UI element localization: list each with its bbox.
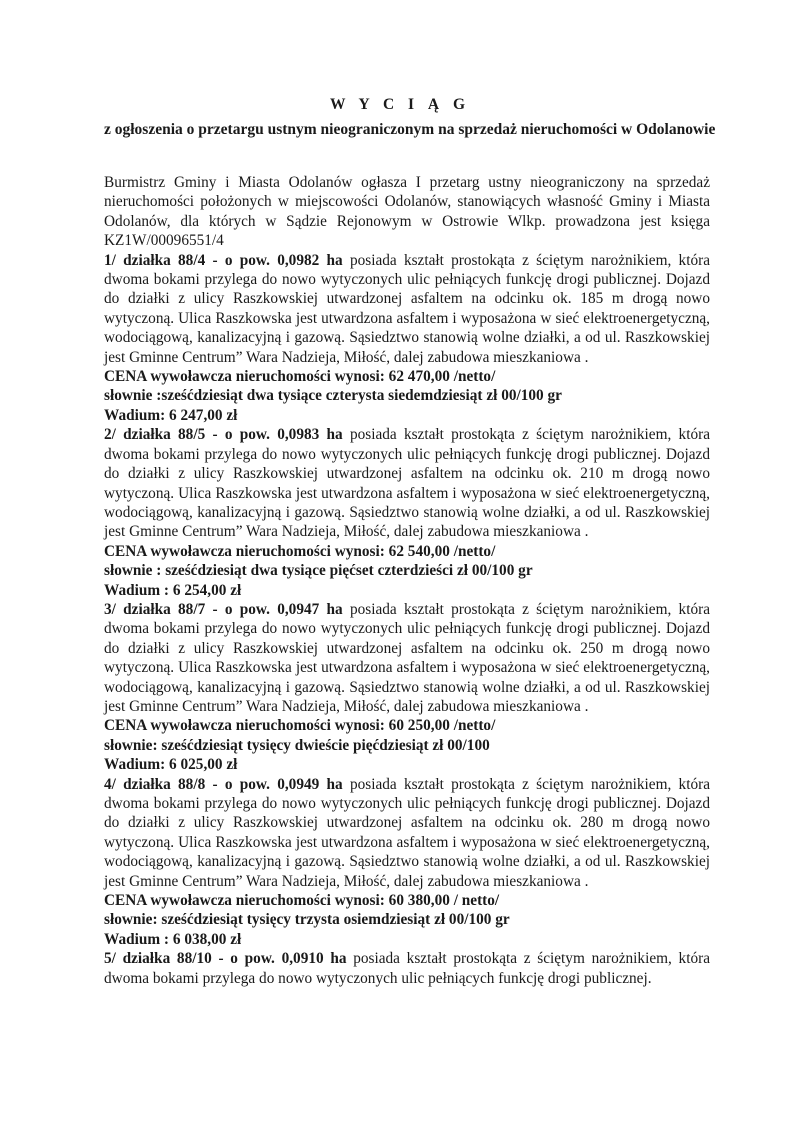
starting-price: CENA wywoławcza nieruchomości wynosi: 62 470,00 /netto/	[104, 368, 496, 386]
intro-paragraph: Burmistrz Gminy i Miasta Odolanów ogłasza I przetarg ustny nieograniczony na sprzedaż nieruchomości położonych w miejscowości Odolanów, stanowiących własność Gminy i Miasta Odolanów, dla których w Sądzie Rejonowym w Ostrowie Wlkp. prowadzona jest księga KZ1W/00096551/4	[104, 174, 710, 250]
plot-heading: 1/ działka 88/4 - o pow. 0,0982 ha	[104, 251, 343, 269]
price-in-words: słownie : sześćdziesiąt dwa tysiące pięćset czterdzieści zł 00/100 gr	[104, 562, 533, 580]
document-title: W Y C I Ą G	[329, 96, 471, 113]
document-body	[104, 173, 710, 988]
plot-text: posiada kształt prostokąta z ściętym narożnikiem, która dwoma bokami przylega do nowo wytyczonych ulic pełniących funkcję drogi publicznej. Dojazd do działki z ulicy Raszkowskiej utwardzonej asfaltem na odcinku ok. 250 m drogą nowo wytyczoną. Ulica Raszkowska jest utwardzona asfaltem i wyposażona w sieć elektroenergetyczną, wodociągową, kanalizacyjną i gazową. Sąsiedztwo stanowią wolne działki, a od ul. Raszkowskiej jest Gminne Centrum” Wara Nadzieja, Miłość, dalej zabudowa mieszkaniowa .	[104, 600, 710, 715]
plot-description	[104, 251, 710, 367]
plot-heading: 2/ działka 88/5 - o pow. 0,0983 ha	[104, 426, 343, 444]
deposit: Wadium : 6 038,00 zł	[104, 930, 242, 948]
deposit: Wadium: 6 025,00 zł	[104, 756, 238, 774]
deposit: Wadium : 6 254,00 zł	[104, 581, 242, 599]
deposit: Wadium: 6 247,00 zł	[104, 406, 238, 424]
plot-text: posiada kształt prostokąta z ściętym narożnikiem, która dwoma bokami przylega do nowo wytyczonych ulic pełniących funkcję drogi publicznej. Dojazd do działki z ulicy Raszkowskiej utwardzonej asfaltem na odcinku ok. 185 m drogą nowo wytyczoną. Ulica Raszkowska jest utwardzona asfaltem i wyposażona w sieć elektroenergetyczną, wodociągową, kanalizacyjną i gazową. Sąsiedztwo stanowią wolne działki, a od ul. Raszkowskiej jest Gminne Centrum” Wara Nadzieja, Miłość, dalej zabudowa mieszkaniowa .	[104, 251, 710, 366]
plot-heading: 4/ działka 88/8 - o pow. 0,0949 ha	[104, 775, 343, 793]
plot-heading: 5/ działka 88/10 - o pow. 0,0910 ha	[104, 950, 347, 968]
document-subtitle: z ogłoszenia o przetargu ustnym nieograniczonym na sprzedaż nieruchomości w Odolanowie	[104, 121, 716, 138]
starting-price: CENA wywoławcza nieruchomości wynosi: 60 380,00 / netto/	[104, 892, 500, 910]
plot-text: posiada kształt prostokąta z ściętym narożnikiem, która dwoma bokami przylega do nowo wytyczonych ulic pełniących funkcję drogi publicznej.	[104, 950, 710, 987]
price-in-words: słownie: sześćdziesiąt tysięcy trzysta osiemdziesiąt zł 00/100 gr	[104, 911, 510, 929]
plot-description	[104, 775, 710, 891]
plot-description	[104, 949, 710, 988]
starting-price: CENA wywoławcza nieruchomości wynosi: 62 540,00 /netto/	[104, 542, 496, 560]
starting-price: CENA wywoławcza nieruchomości wynosi: 60 250,00 /netto/	[104, 717, 496, 735]
plot-heading: 3/ działka 88/7 - o pow. 0,0947 ha	[104, 600, 343, 618]
plot-description	[104, 600, 710, 716]
price-in-words: słownie :sześćdziesiąt dwa tysiące czterysta siedemdziesiąt zł 00/100 gr	[104, 387, 562, 405]
plot-text: posiada kształt prostokąta z ściętym narożnikiem, która dwoma bokami przylega do nowo wytyczonych ulic pełniących funkcję drogi publicznej. Dojazd do działki z ulicy Raszkowskiej utwardzonej asfaltem na odcinku ok. 280 m drogą nowo wytyczoną. Ulica Raszkowska jest utwardzona asfaltem i wyposażona w sieć elektroenergetyczną, wodociągową, kanalizacyjną i gazową. Sąsiedztwo stanowią wolne działki, a od ul. Raszkowskiej jest Gminne Centrum” Wara Nadzieja, Miłość, dalej zabudowa mieszkaniowa .	[104, 775, 710, 890]
plot-description	[104, 425, 710, 541]
price-in-words: słownie: sześćdziesiąt tysięcy dwieście pięćdziesiąt zł 00/100	[104, 736, 490, 754]
plot-text: posiada kształt prostokąta z ściętym narożnikiem, która dwoma bokami przylega do nowo wytyczonych ulic pełniących funkcję drogi publicznej. Dojazd do działki z ulicy Raszkowskiej utwardzonej asfaltem na odcinku ok. 210 m drogą nowo wytyczoną. Ulica Raszkowska jest utwardzona asfaltem i wyposażona w sieć elektroenergetyczną, wodociągową, kanalizacyjną i gazową. Sąsiedztwo stanowią wolne działki, a od ul. Raszkowskiej jest Gminne Centrum” Wara Nadzieja, Miłość, dalej zabudowa mieszkaniowa .	[104, 426, 710, 541]
